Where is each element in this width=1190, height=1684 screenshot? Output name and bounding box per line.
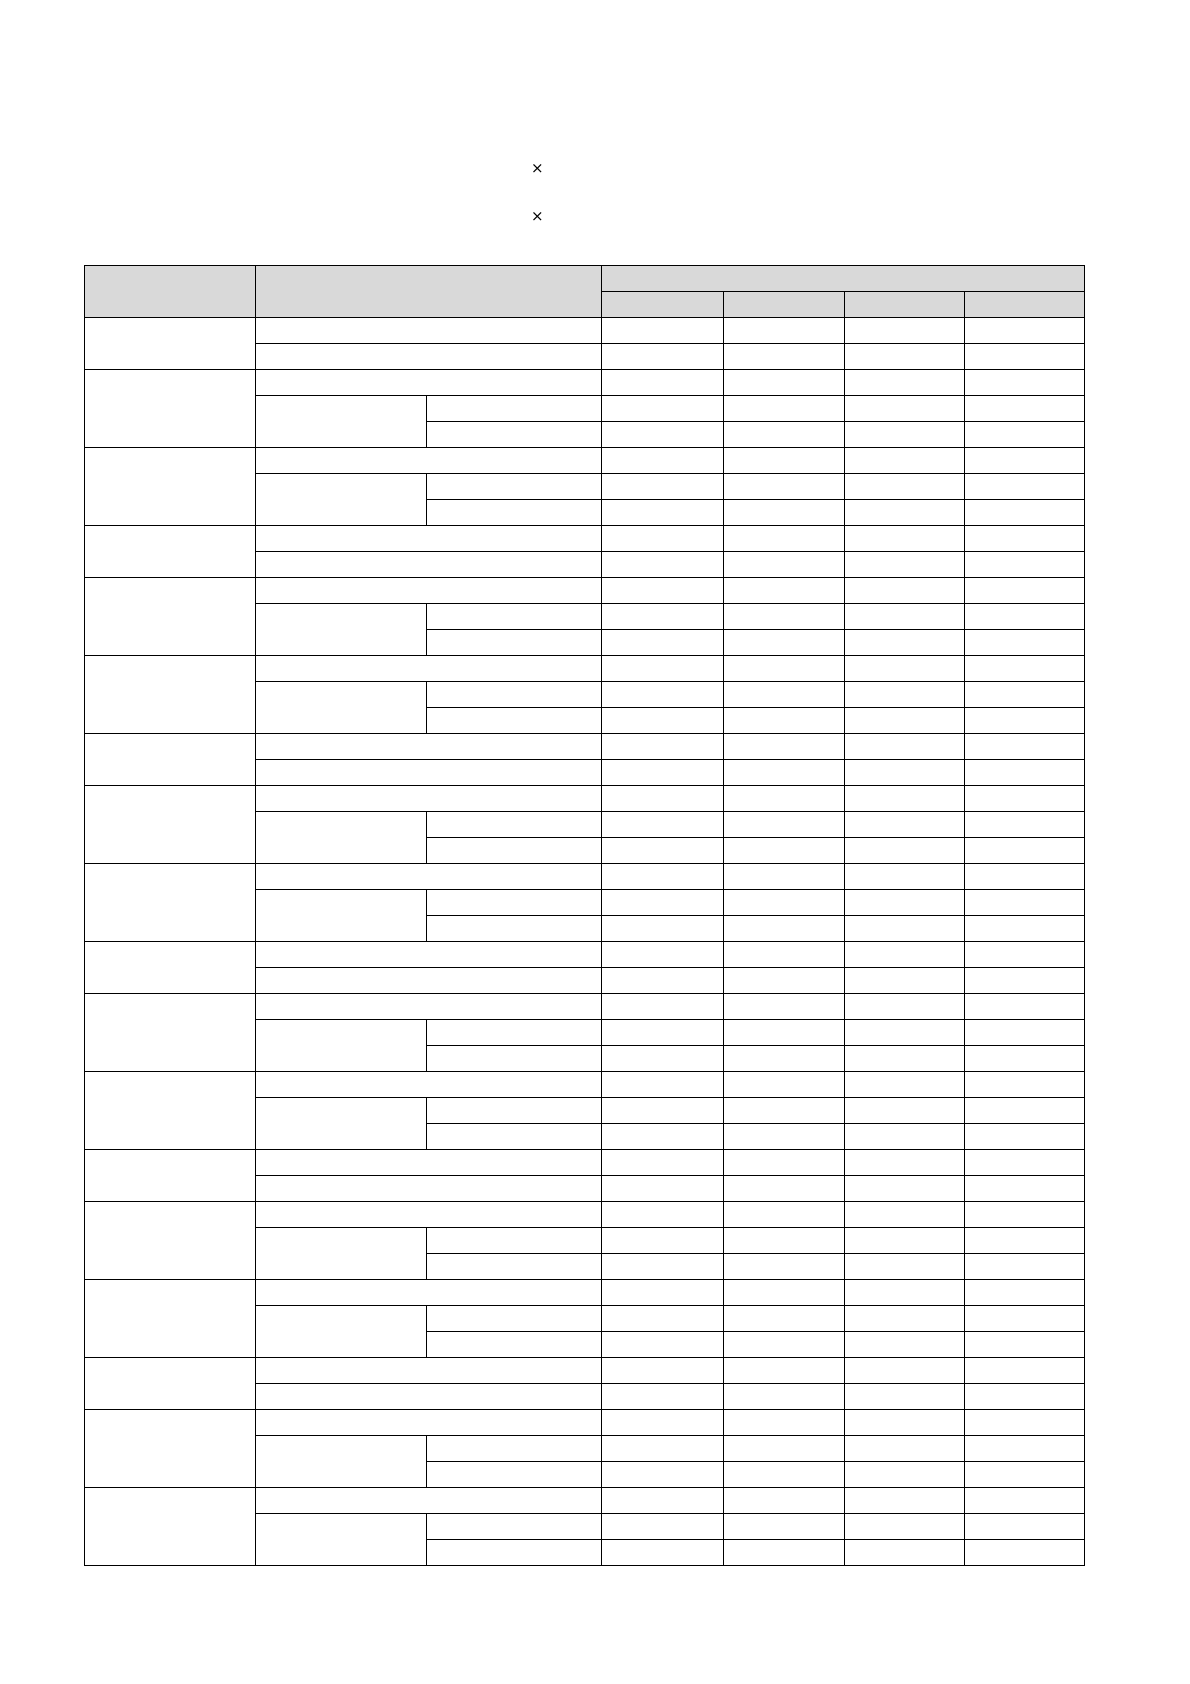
value-cell — [602, 500, 723, 526]
value-cell — [964, 1488, 1084, 1514]
subitem-cell — [427, 1228, 602, 1254]
value-cell — [723, 526, 844, 552]
value-cell — [844, 396, 964, 422]
value-cell — [723, 1384, 844, 1410]
value-cell — [723, 1540, 844, 1566]
subitem-cell — [427, 1306, 602, 1332]
category-cell — [85, 1358, 256, 1410]
value-cell — [964, 1540, 1084, 1566]
value-cell — [602, 1098, 723, 1124]
value-cell — [602, 1202, 723, 1228]
value-cell — [602, 838, 723, 864]
value-cell — [964, 630, 1084, 656]
subitem-cell — [427, 682, 602, 708]
value-cell — [964, 578, 1084, 604]
category-cell — [85, 526, 256, 578]
category-cell — [85, 734, 256, 786]
subitem-cell — [427, 708, 602, 734]
value-cell — [964, 604, 1084, 630]
value-cell — [723, 786, 844, 812]
subitem-cell — [427, 1540, 602, 1566]
value-cell — [723, 448, 844, 474]
value-cell — [723, 1358, 844, 1384]
value-cell — [964, 760, 1084, 786]
value-cell — [602, 1176, 723, 1202]
value-cell — [602, 578, 723, 604]
value-cell — [723, 1020, 844, 1046]
value-cell — [602, 890, 723, 916]
value-cell — [602, 630, 723, 656]
value-cell — [844, 1514, 964, 1540]
table-row — [85, 994, 1085, 1020]
subitem-cell — [427, 422, 602, 448]
value-cell — [844, 500, 964, 526]
item-cell — [256, 1384, 602, 1410]
value-cell — [844, 838, 964, 864]
data-table — [84, 265, 1085, 1566]
header-column-cell — [964, 292, 1084, 318]
value-cell — [844, 1124, 964, 1150]
subitem-cell — [427, 630, 602, 656]
value-cell — [844, 1540, 964, 1566]
table-row — [85, 656, 1085, 682]
header-group-cell — [602, 266, 1085, 292]
subitem-cell — [427, 1462, 602, 1488]
value-cell — [602, 734, 723, 760]
value-cell — [723, 968, 844, 994]
category-cell — [85, 370, 256, 448]
value-cell — [602, 1384, 723, 1410]
value-cell — [844, 682, 964, 708]
value-cell — [844, 968, 964, 994]
value-cell — [964, 942, 1084, 968]
value-cell — [844, 1462, 964, 1488]
category-cell — [85, 318, 256, 370]
category-cell — [85, 1488, 256, 1566]
value-cell — [844, 890, 964, 916]
value-cell — [723, 864, 844, 890]
value-cell — [964, 734, 1084, 760]
table-row — [85, 942, 1085, 968]
value-cell — [844, 318, 964, 344]
value-cell — [844, 1228, 964, 1254]
value-cell — [723, 1514, 844, 1540]
subgroup-cell — [256, 890, 427, 942]
value-cell — [844, 994, 964, 1020]
value-cell — [723, 370, 844, 396]
value-cell — [964, 1462, 1084, 1488]
table-header-row — [85, 266, 1085, 292]
subgroup-cell — [256, 682, 427, 734]
value-cell — [723, 318, 844, 344]
category-cell — [85, 656, 256, 734]
value-cell — [723, 344, 844, 370]
value-cell — [964, 474, 1084, 500]
value-cell — [723, 1306, 844, 1332]
value-cell — [964, 396, 1084, 422]
value-cell — [723, 1202, 844, 1228]
value-cell — [723, 1098, 844, 1124]
value-cell — [964, 1046, 1084, 1072]
subgroup-cell — [256, 1306, 427, 1358]
value-cell — [723, 994, 844, 1020]
value-cell — [964, 968, 1084, 994]
header-category-cell — [85, 266, 256, 318]
value-cell — [844, 1280, 964, 1306]
item-cell — [256, 1150, 602, 1176]
value-cell — [723, 916, 844, 942]
table-row — [85, 318, 1085, 344]
subitem-cell — [427, 474, 602, 500]
value-cell — [964, 708, 1084, 734]
item-cell — [256, 1410, 602, 1436]
subitem-cell — [427, 500, 602, 526]
value-cell — [723, 1254, 844, 1280]
value-cell — [602, 1072, 723, 1098]
value-cell — [602, 318, 723, 344]
subgroup-cell — [256, 474, 427, 526]
category-cell — [85, 994, 256, 1072]
value-cell — [723, 578, 844, 604]
value-cell — [964, 1384, 1084, 1410]
value-cell — [602, 396, 723, 422]
item-cell — [256, 942, 602, 968]
item-cell — [256, 370, 602, 396]
table-row — [85, 734, 1085, 760]
value-cell — [964, 318, 1084, 344]
item-cell — [256, 526, 602, 552]
subitem-cell — [427, 1254, 602, 1280]
subgroup-cell — [256, 1228, 427, 1280]
value-cell — [602, 1540, 723, 1566]
item-cell — [256, 344, 602, 370]
table-row — [85, 526, 1085, 552]
value-cell — [602, 1228, 723, 1254]
value-cell — [602, 1514, 723, 1540]
item-cell — [256, 1176, 602, 1202]
value-cell — [723, 630, 844, 656]
value-cell — [723, 396, 844, 422]
value-cell — [844, 1384, 964, 1410]
value-cell — [723, 1410, 844, 1436]
value-cell — [723, 812, 844, 838]
item-cell — [256, 656, 602, 682]
table-row — [85, 1150, 1085, 1176]
value-cell — [602, 1280, 723, 1306]
category-cell — [85, 1150, 256, 1202]
value-cell — [844, 604, 964, 630]
value-cell — [964, 1098, 1084, 1124]
value-cell — [723, 474, 844, 500]
header-item-cell — [256, 266, 602, 318]
value-cell — [964, 656, 1084, 682]
table-row — [85, 448, 1085, 474]
value-cell — [602, 1462, 723, 1488]
value-cell — [844, 1098, 964, 1124]
value-cell — [602, 1254, 723, 1280]
subitem-cell — [427, 916, 602, 942]
multiply-sign-1: × — [531, 159, 544, 177]
value-cell — [723, 1436, 844, 1462]
value-cell — [723, 1228, 844, 1254]
value-cell — [844, 786, 964, 812]
value-cell — [844, 1332, 964, 1358]
value-cell — [602, 526, 723, 552]
category-cell — [85, 786, 256, 864]
subitem-cell — [427, 1332, 602, 1358]
value-cell — [844, 1150, 964, 1176]
subgroup-cell — [256, 1098, 427, 1150]
value-cell — [602, 916, 723, 942]
value-cell — [844, 448, 964, 474]
value-cell — [602, 474, 723, 500]
header-column-cell — [844, 292, 964, 318]
value-cell — [844, 656, 964, 682]
value-cell — [723, 604, 844, 630]
subitem-cell — [427, 1046, 602, 1072]
value-cell — [602, 1150, 723, 1176]
value-cell — [964, 422, 1084, 448]
multiply-sign-2: × — [531, 207, 544, 225]
subitem-cell — [427, 1098, 602, 1124]
category-cell — [85, 864, 256, 942]
value-cell — [602, 708, 723, 734]
value-cell — [602, 968, 723, 994]
value-cell — [964, 682, 1084, 708]
value-cell — [964, 448, 1084, 474]
value-cell — [964, 1280, 1084, 1306]
value-cell — [844, 526, 964, 552]
value-cell — [844, 1020, 964, 1046]
value-cell — [723, 422, 844, 448]
value-cell — [844, 474, 964, 500]
category-cell — [85, 942, 256, 994]
category-cell — [85, 1072, 256, 1150]
category-cell — [85, 578, 256, 656]
value-cell — [723, 838, 844, 864]
value-cell — [964, 1306, 1084, 1332]
value-cell — [723, 682, 844, 708]
value-cell — [964, 370, 1084, 396]
subitem-cell — [427, 1124, 602, 1150]
item-cell — [256, 1072, 602, 1098]
subitem-cell — [427, 838, 602, 864]
item-cell — [256, 448, 602, 474]
subitem-cell — [427, 1436, 602, 1462]
value-cell — [602, 448, 723, 474]
value-cell — [964, 1332, 1084, 1358]
value-cell — [602, 682, 723, 708]
value-cell — [602, 786, 723, 812]
item-cell — [256, 1280, 602, 1306]
value-cell — [844, 630, 964, 656]
subitem-cell — [427, 396, 602, 422]
value-cell — [723, 1124, 844, 1150]
subitem-cell — [427, 812, 602, 838]
value-cell — [602, 1020, 723, 1046]
table-row — [85, 370, 1085, 396]
value-cell — [964, 1176, 1084, 1202]
value-cell — [844, 1488, 964, 1514]
value-cell — [844, 1436, 964, 1462]
value-cell — [844, 812, 964, 838]
value-cell — [723, 1280, 844, 1306]
subgroup-cell — [256, 1436, 427, 1488]
value-cell — [964, 500, 1084, 526]
item-cell — [256, 318, 602, 344]
value-cell — [964, 1202, 1084, 1228]
subgroup-cell — [256, 604, 427, 656]
value-cell — [964, 1072, 1084, 1098]
value-cell — [844, 578, 964, 604]
value-cell — [964, 916, 1084, 942]
value-cell — [964, 812, 1084, 838]
value-cell — [602, 760, 723, 786]
subgroup-cell — [256, 1020, 427, 1072]
item-cell — [256, 786, 602, 812]
table-row — [85, 864, 1085, 890]
table-row — [85, 1202, 1085, 1228]
value-cell — [964, 1150, 1084, 1176]
value-cell — [602, 422, 723, 448]
value-cell — [723, 1046, 844, 1072]
value-cell — [602, 344, 723, 370]
item-cell — [256, 1202, 602, 1228]
value-cell — [964, 1358, 1084, 1384]
value-cell — [844, 760, 964, 786]
subitem-cell — [427, 1020, 602, 1046]
value-cell — [602, 1306, 723, 1332]
table-row — [85, 1488, 1085, 1514]
subitem-cell — [427, 1514, 602, 1540]
value-cell — [602, 812, 723, 838]
table-row — [85, 1072, 1085, 1098]
subgroup-cell — [256, 396, 427, 448]
subgroup-cell — [256, 812, 427, 864]
value-cell — [602, 1124, 723, 1150]
value-cell — [602, 942, 723, 968]
category-cell — [85, 1280, 256, 1358]
subitem-cell — [427, 604, 602, 630]
item-cell — [256, 994, 602, 1020]
value-cell — [844, 1176, 964, 1202]
value-cell — [723, 760, 844, 786]
item-cell — [256, 864, 602, 890]
table-row — [85, 1410, 1085, 1436]
value-cell — [723, 1176, 844, 1202]
value-cell — [602, 1358, 723, 1384]
value-cell — [964, 552, 1084, 578]
value-cell — [844, 916, 964, 942]
value-cell — [602, 1046, 723, 1072]
value-cell — [964, 864, 1084, 890]
value-cell — [723, 1150, 844, 1176]
value-cell — [844, 708, 964, 734]
value-cell — [844, 552, 964, 578]
value-cell — [844, 734, 964, 760]
item-cell — [256, 1488, 602, 1514]
value-cell — [964, 526, 1084, 552]
value-cell — [602, 656, 723, 682]
header-column-cell — [602, 292, 723, 318]
value-cell — [602, 1410, 723, 1436]
item-cell — [256, 1358, 602, 1384]
table-row — [85, 1358, 1085, 1384]
item-cell — [256, 578, 602, 604]
value-cell — [602, 370, 723, 396]
value-cell — [602, 604, 723, 630]
value-cell — [844, 1072, 964, 1098]
value-cell — [723, 500, 844, 526]
value-cell — [844, 422, 964, 448]
value-cell — [602, 1488, 723, 1514]
value-cell — [964, 1436, 1084, 1462]
value-cell — [964, 1228, 1084, 1254]
category-cell — [85, 1410, 256, 1488]
value-cell — [964, 786, 1084, 812]
value-cell — [844, 1202, 964, 1228]
value-cell — [602, 864, 723, 890]
value-cell — [723, 708, 844, 734]
value-cell — [844, 1358, 964, 1384]
item-cell — [256, 734, 602, 760]
value-cell — [723, 1072, 844, 1098]
value-cell — [844, 1254, 964, 1280]
value-cell — [723, 1332, 844, 1358]
subitem-cell — [427, 890, 602, 916]
value-cell — [723, 734, 844, 760]
header-column-cell — [723, 292, 844, 318]
value-cell — [844, 864, 964, 890]
value-cell — [844, 370, 964, 396]
value-cell — [964, 994, 1084, 1020]
item-cell — [256, 968, 602, 994]
item-cell — [256, 760, 602, 786]
value-cell — [723, 552, 844, 578]
value-cell — [844, 1306, 964, 1332]
value-cell — [844, 942, 964, 968]
value-cell — [964, 1410, 1084, 1436]
value-cell — [964, 1124, 1084, 1150]
value-cell — [964, 1020, 1084, 1046]
value-cell — [723, 1488, 844, 1514]
value-cell — [844, 344, 964, 370]
value-cell — [602, 1332, 723, 1358]
value-cell — [602, 552, 723, 578]
value-cell — [964, 890, 1084, 916]
value-cell — [723, 942, 844, 968]
value-cell — [602, 994, 723, 1020]
value-cell — [964, 1254, 1084, 1280]
value-cell — [964, 344, 1084, 370]
value-cell — [723, 1462, 844, 1488]
item-cell — [256, 552, 602, 578]
subgroup-cell — [256, 1514, 427, 1566]
value-cell — [723, 656, 844, 682]
value-cell — [964, 838, 1084, 864]
category-cell — [85, 1202, 256, 1280]
category-cell — [85, 448, 256, 526]
value-cell — [964, 1514, 1084, 1540]
value-cell — [844, 1046, 964, 1072]
table-row — [85, 1280, 1085, 1306]
value-cell — [844, 1410, 964, 1436]
table-row — [85, 578, 1085, 604]
value-cell — [602, 1436, 723, 1462]
table-row — [85, 786, 1085, 812]
value-cell — [723, 890, 844, 916]
